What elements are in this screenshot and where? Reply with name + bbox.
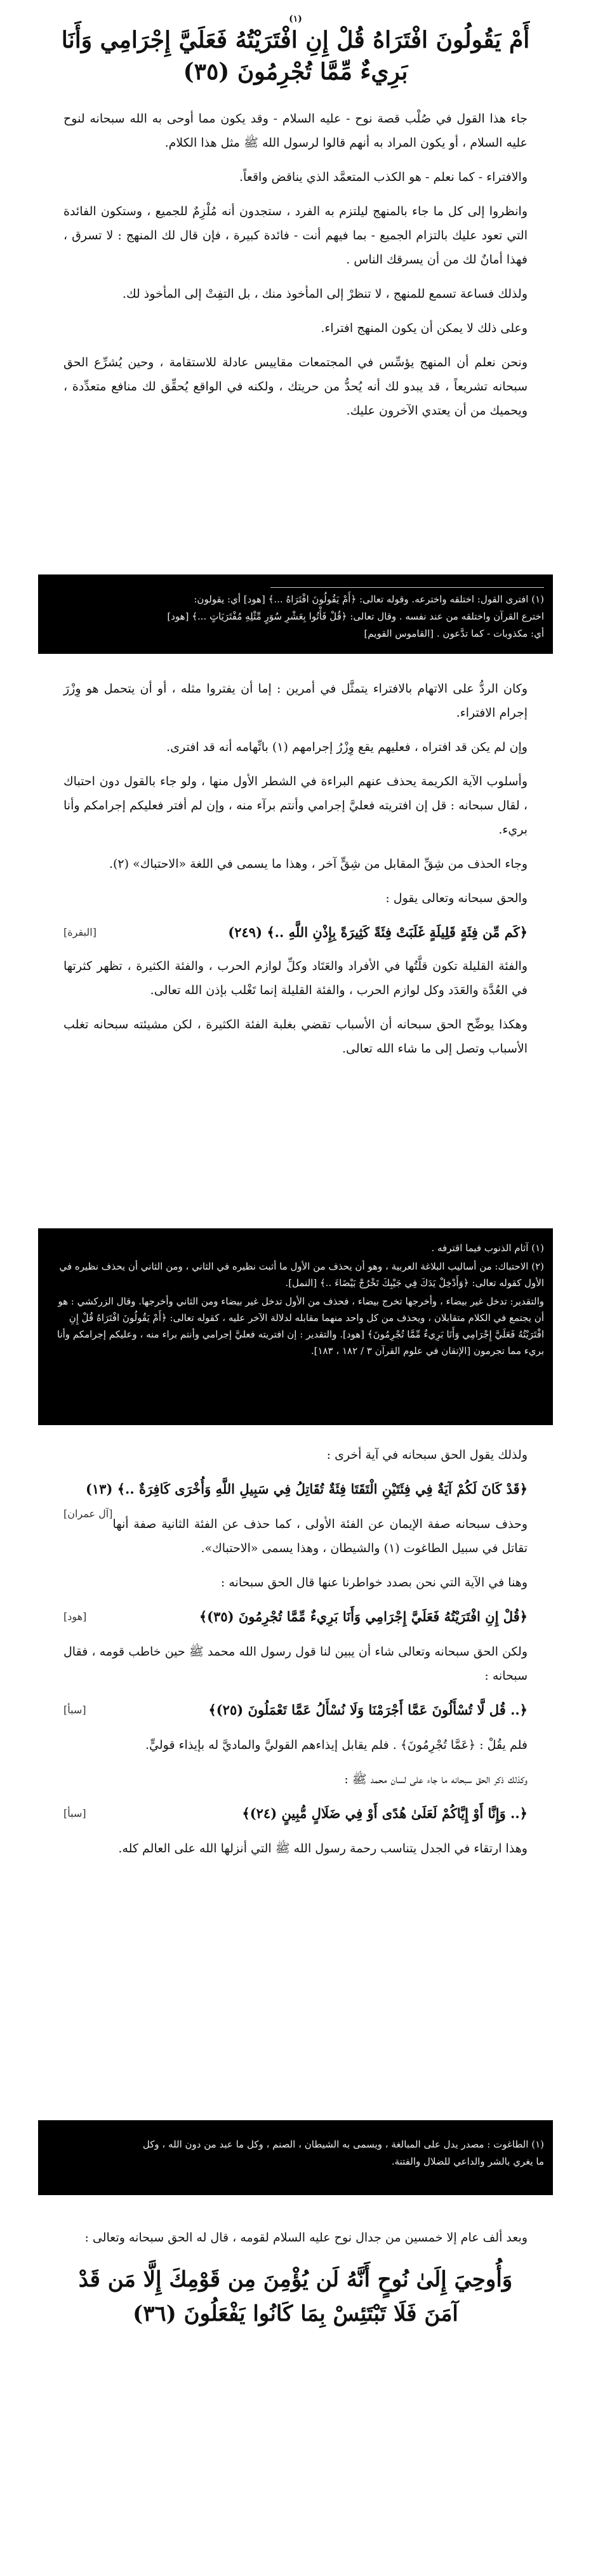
- paragraph: وكان الردُّ على الاتهام بالافتراء يتمثَّل في أمرين : إما أن يفتروا مثله ، أو أن يتحمل هو وِزْرَ إجرام الافتراء.: [63, 682, 528, 720]
- footnote-block-1: [38, 574, 553, 654]
- paragraph: والحق سبحانه وتعالى يقول :: [385, 891, 528, 905]
- page-section-1: [38, 0, 553, 574]
- paragraph: وكذلك ذكر الحق سبحانه ما جاء على لسان محمد ﷺ :: [344, 1772, 528, 1786]
- quran-verse: [63, 920, 528, 945]
- footnote-block-2: [38, 1228, 553, 1425]
- footnote-line: والتقدير: تدخل غير بيضاء ، وأخرجها تخرج بيضاء ، فحذف من الأول تدخل غير بيضاء ومن الثاني وأخرجها. وقال الزركشي : هو أن يجتمع في الكلام متقابلان ، ويحذف من كل واحد منهما مقابله لدلالة الآخر عليه ، كقوله تعالى: ﴿أَمْ يَقُولُونَ افْتَرَاهُ قُلْ إِنِ افْتَرَيْتُهُ فَعَلَيَّ إِجْرَامِي وَأَنَا بَرِيءٌ مِّمَّا تُجْرِمُونَ﴾ [هود]. والتقدير : إن افتريته فعليَّ إجرامي وأنتم براء منه ، وعليكم إجرامكم وأنا بريء مما تجرمون [الإتقان في علوم القرآن ٣ / ١٨٢ ، ١٨٣].: [56, 1296, 544, 1357]
- verse-reference: [هود]: [63, 1610, 87, 1623]
- paragraph: ولذلك يقول الحق سبحانه في آية أخرى :: [326, 1448, 528, 1462]
- paragraph: والفئة القليلة تكون قلَّتُها في الأفراد والعَتَاد وكلِّ لوازم الحرب ، والفئة الكثيرة ، تظهر كثرتها في العُدَّة والعَدَد وكل لوازم الحرب ، والفئة القليلة إنما تَغْلب بإذن الله تعالى.: [63, 959, 528, 997]
- quran-verse: [63, 1605, 528, 1630]
- page-section-4: [38, 2195, 553, 2576]
- page-section-3: [38, 1425, 553, 2120]
- paragraph: جاء هذا القول في صُلْب قصة نوح - عليه السلام - وقد يكون مما أوحى به الله سبحانه لنوح عليه السلام ، أو يكون المراد به أنهم قالوا لرسول الله ﷺ مثل هذا الكلام.: [63, 112, 528, 150]
- footnote-line: اخترع القرآن واختلقه من عند نفسه . وقال تعالى: ﴿قُلْ فَأْتُوا بِعَشْرِ سُوَرٍ مِّثْلِهِ مُفْتَرَيَاتٍ ...﴾ [هود]: [167, 611, 544, 622]
- paragraph: وهكذا يوضِّح الحق سبحانه أن الأسباب تقضي بغلبة الفئة الكثيرة ، لكن مشيئته سبحانه تغلب الأسباب وتصل إلى ما شاء الله تعالى.: [63, 1018, 528, 1056]
- paragraph: ولكن الحق سبحانه وتعالى شاء أن يبين لنا قول رسول الله محمد ﷺ حين خاطب قومه ، فقال سبحانه :: [63, 1645, 528, 1683]
- paragraph: ونحن نعلم أن المنهج يؤسِّس في المجتمعات مقاييس عادلة للاستقامة ، وحين يُشرِّع الحق سبحانه تشريعاً ، قد يبدو لك أنه يُحدُّ من حريتك ، ولكنه في الواقع يُحقِّق لك منافع متعدِّدة ، ويحميك من أن يعتدي الآخرون عليك.: [63, 355, 528, 418]
- paragraph: وأسلوب الآية الكريمة يحذف عنهم البراءة في الشطر الأول منها ، ولو جاء بالقول دون احتباك ، لقال سبحانه : قل إن افتريته فعليَّ إجرامي وأنتم برآء منه ، وإن لم أفتر فعليكم إجرامكم وأنا بريء.: [63, 774, 528, 837]
- footnote-line: (٢) الاحتباك: من أساليب البلاغة العربية ، وهو أن يحذف من الأول ما أثبت نظيره في الثاني ، ومن الثاني أن يحذف نظيره في الأول كقوله تعالى: ﴿وَأَدْخِلْ يَدَكَ فِي جَيْبِكَ تَخْرُجْ بَيْضَاءَ ..﴾ [النمل].: [59, 1261, 544, 1289]
- paragraph: وهذا ارتقاء في الجدل يتناسب رحمة رسول الله ﷺ التي أنزلها الله على العالم كله.: [118, 1842, 528, 1856]
- verse-reference: [آل عمران]: [63, 1508, 113, 1520]
- verse-text: ﴿قَدْ كَانَ لَكُمْ آيَةٌ فِي فِئَتَيْنِ الْتَقَتَا فِئَةٌ تُقَاتِلُ فِي سَبِيلِ اللَّهِ وَأُخْرَى كَافِرَةٌ ..﴾ (١٣): [85, 1481, 528, 1497]
- verse-heading-35: [51, 14, 540, 88]
- footnote-line: أي: مكذوبات - كما تدَّعون . [القاموس القويم]: [364, 628, 544, 639]
- paragraph: وإن لم يكن قد افتراه ، فعليهم يقع وِزْرُ إجرامهم (١) باتِّهامه أنه قد افترى.: [166, 740, 528, 754]
- verse-reference: [سبأ]: [63, 1807, 86, 1819]
- footnote-line: ما يغري بالشر والداعي للضلال والفتنة.: [391, 2156, 544, 2167]
- verse-heading-text: أَمْ يَقُولُونَ افْتَرَاهُ قُلْ إِنِ افْتَرَيْتُهُ فَعَلَيَّ إِجْرَامِي وَأَنَا بَرِيءٌ مِّمَّا تُجْرِمُونَ (٣٥): [61, 27, 530, 85]
- verse-text: ﴿كَم مِّن فِئَةٍ قَلِيلَةٍ غَلَبَتْ فِئَةً كَثِيرَةً بِإِذْنِ اللَّهِ ..﴾ (٢٤٩): [228, 924, 528, 940]
- quran-verse: [63, 1698, 528, 1723]
- paragraph: وجاء الحذف من شِقِّ المقابل من شِقٍّ آخر ، وهذا ما يسمى في اللغة «الاحتباك» (٢).: [109, 857, 528, 871]
- footnote-text: [38, 1228, 553, 1366]
- paragraph: وانظروا إلى كل ما جاء بالمنهج ليلتزم به الفرد ، ستجدون أنه مُلْزِمٌ للجميع ، وستكون الفائدة التي تعود عليك بالتزام الجميع - بما فيهم أنت - فائدة كبيرة ، فإن قال لك المنهج : لا تسرق ، فهذا أمانٌ لك من أن يسرقك الناس .: [63, 204, 528, 267]
- verse-text: ﴿قُلْ إِنِ افْتَرَيْتُهُ فَعَلَيَّ إِجْرَامِي وَأَنَا بَرِيءٌ مِّمَّا تُجْرِمُونَ (٣٥)﴾: [199, 1609, 528, 1624]
- paragraph: ولذلك فساعة تسمع للمنهج ، لا تنظرْ إلى المأخوذ منك ، بل التفِتْ إلى المأخوذ لك.: [122, 287, 528, 301]
- footnote-line: (١) الطاغوت : مصدر يدل على المبالغة ، ويسمى به الشيطان ، الصنم ، وكل ما عبد من دون الله ، وكل: [142, 2139, 544, 2150]
- verse-footnote-mark: (١): [289, 14, 302, 24]
- paragraph: والافتراء - كما نعلم - هو الكذب المتعمَّد الذي يناقض واقعاً.: [239, 170, 528, 184]
- footnote-line: (١) آثام الذنوب فيما اقترفه .: [431, 1242, 544, 1254]
- footnote-block-3: [38, 2120, 553, 2195]
- verse-heading-text: وَأُوحِيَ إِلَىٰ نُوحٍ أَنَّهُ لَن يُؤْمِنَ مِن قَوْمِكَ إِلَّا مَن قَدْ آمَنَ فَلَا تَبْتَئِسْ بِمَا كَانُوا يَفْعَلُونَ (٣٦): [78, 2267, 513, 2327]
- footnote-text: [38, 2120, 553, 2176]
- footnote-line: (١) افترى القول: اختلقه واخترعه. وقوله تعالى: ﴿أَمْ يَقُولُونَ افْتَرَاهُ ...﴾ [هود] أي: يقولون:: [194, 594, 544, 605]
- verse-reference: [البقرة]: [63, 926, 96, 938]
- verse-text: ﴿.. قُل لَّا تُسْأَلُونَ عَمَّا أَجْرَمْنَا وَلَا نُسْأَلُ عَمَّا تَعْمَلُونَ (٢٥)﴾: [208, 1702, 528, 1718]
- quran-verse: [63, 1802, 528, 1826]
- paragraph: وعلى ذلك لا يمكن أن يكون المنهج افتراء.: [321, 321, 528, 335]
- paragraph: وهنا في الآية التي نحن بصدد خواطرنا عنها قال الحق سبحانه :: [220, 1576, 528, 1590]
- paragraph: وبعد ألف عام إلا خمسين من جدال نوح عليه السلام لقومه ، قال له الحق سبحانه وتعالى :: [84, 2231, 528, 2245]
- quran-verse: [63, 1477, 528, 1520]
- verse-text: ﴿.. وَإِنَّا أَوْ إِيَّاكُمْ لَعَلَىٰ هُدًى أَوْ فِي ضَلَالٍ مُّبِينٍ (٢٤)﴾: [242, 1805, 528, 1821]
- verse-heading-36: [70, 2262, 521, 2331]
- footnote-text: [38, 574, 553, 648]
- verse-reference: [سبأ]: [63, 1704, 86, 1716]
- paragraph: فلم يقُلْ : ﴿عَمَّا تُجْرِمُونَ﴾ . فلم يقابل إيذاءهم القوليَّ والماديَّ له بإيذاء قوليٍّ.: [145, 1738, 528, 1752]
- page-section-2: [38, 654, 553, 1228]
- paragraph: وحذف سبحانه صفة الإيمان عن الفئة الأولى ، كما حذف عن الفئة الثانية صفة أنها تقاتل في سبيل الطاغوت (١) والشيطان ، وهذا يسمى «الاحتباك».: [112, 1517, 528, 1555]
